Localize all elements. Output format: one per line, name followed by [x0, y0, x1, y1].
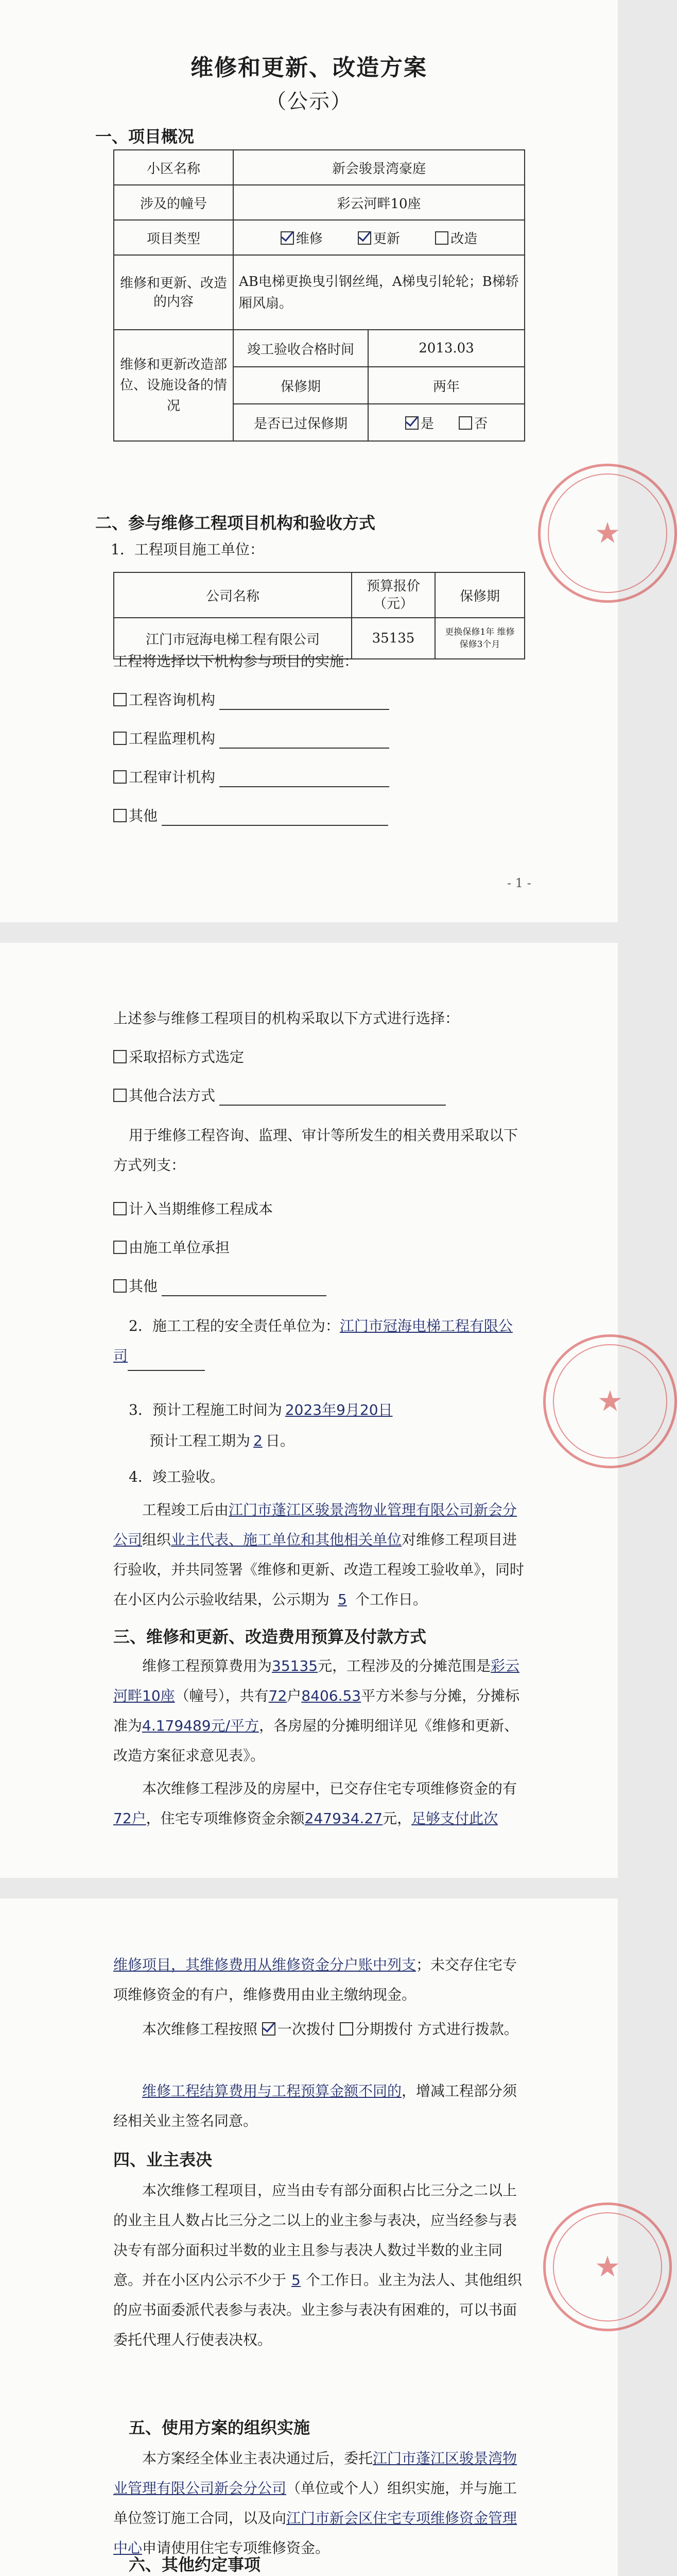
- fee-other: 其他: [113, 1277, 326, 1296]
- checkbox-icon: [340, 2022, 353, 2036]
- seal-star-icon: ★: [597, 1384, 623, 1418]
- section-1-heading: 一、项目概况: [95, 127, 195, 146]
- section-4-heading: 四、业主表决: [113, 2150, 213, 2170]
- section-5-heading: 五、使用方案的组织实施: [129, 2418, 310, 2437]
- type-options: [233, 220, 525, 255]
- safety-unit: 2．施工工程的安全责任单位为：江门市冠海电梯工程有限公司: [113, 1311, 525, 1371]
- org-option-other: 其他: [113, 806, 388, 826]
- acceptance-text: 工程竣工后由江门市蓬江区骏景湾物业管理有限公司新会分公司组织业主代表、施工单位和其他相关单位对维修工程项目进行验收，并共同签署《维修和更新、改造工程竣工验收单》，同时在小区内公示验收结果，公示期为 5 个工作日。: [113, 1501, 525, 1608]
- content-value: AB电梯更换曳引钢丝绳，A梯曳引轮轮；B梯轿厢风扇。: [233, 255, 525, 330]
- doc-title: 维修和更新、改造方案: [190, 55, 427, 81]
- construction-period: 预计工程工期为 2 日。: [149, 1432, 294, 1449]
- checkbox-icon: [113, 809, 127, 822]
- org-option-audit: 工程审计机构: [113, 768, 389, 787]
- fund-continuation: 维修项目，其维修费用从维修资金分户账中列支；未交存住宅专项维修资金的有户，维修费用由业主缴纳现金。: [113, 1956, 517, 2003]
- community-value: 新会骏景湾豪庭: [233, 150, 525, 185]
- type-update: 更新: [358, 231, 400, 247]
- page-number: - 1 -: [507, 876, 531, 890]
- org-option-consult: 工程咨询机构: [113, 690, 389, 710]
- equipment-label: 维修和更新改造部位、设施设备的情况: [114, 330, 233, 441]
- settlement-text: 维修工程结算费用与工程预算金额不同的，增减工程部分须经相关业主签名同意。: [113, 2082, 517, 2129]
- selection-intro: 上述参与维修工程项目的机构采取以下方式进行选择：: [113, 1010, 460, 1027]
- checkbox-icon: [113, 1279, 127, 1293]
- page-1: [0, 0, 621, 922]
- selection-bidding: 采取招标方式选定: [113, 1047, 244, 1067]
- checkbox-icon: [435, 231, 448, 245]
- org-col-warranty: 保修期: [435, 572, 525, 618]
- building-label: 涉及的幢号: [114, 185, 233, 220]
- warranty-value: 两年: [368, 367, 525, 404]
- fund-text: 本次维修工程涉及的房屋中，已交存住宅专项维修资金的有72户，住宅专项维修资金余额247934.27元，足够支付此次: [113, 1780, 517, 1827]
- checkbox-icon: [113, 1202, 127, 1215]
- doc-subtitle: （公示）: [266, 90, 352, 113]
- content-label: 维修和更新、改造的内容: [114, 255, 233, 330]
- org-company: 江门市冠海电梯工程有限公司: [114, 618, 352, 659]
- choose-text: 工程将选择以下机构参与项目的实施：: [113, 653, 359, 670]
- section-2-heading: 二、参与维修工程项目机构和验收方式: [95, 513, 376, 533]
- accept-label: 竣工验收合格时间: [233, 330, 368, 367]
- expired-no: 否: [459, 416, 488, 432]
- checkbox-checked-icon: [262, 2022, 275, 2036]
- org-col-price: 预算报价（元）: [352, 572, 435, 618]
- type-label: 项目类型: [114, 220, 233, 255]
- checkbox-icon: [459, 416, 472, 430]
- acceptance-title: 4．竣工验收。: [129, 1468, 224, 1485]
- org-price: 35135: [352, 618, 435, 659]
- construction-time: 3．预计工程施工时间为 2023年9月20日: [129, 1401, 393, 1418]
- project-overview-table: [113, 149, 525, 442]
- type-renovate: 改造: [435, 231, 477, 247]
- org-option-supervise: 工程监理机构: [113, 729, 389, 749]
- selection-other: 其他合法方式: [113, 1086, 446, 1106]
- building-value: 彩云河畔10座: [233, 185, 525, 220]
- expired-yes: 是: [405, 416, 434, 432]
- checkbox-icon: [113, 1089, 127, 1102]
- type-repair: 维修: [281, 231, 323, 247]
- budget-text: 维修工程预算费用为35135元，工程涉及的分摊范围是彩云河畔10座（幢号），共有72户8406.53平方米参与分摊，分摊标准为4.179489元/平方，各房屋的分摊明细详见《维修和更新、改造方案征求意见表》。: [113, 1657, 520, 1764]
- checkbox-icon: [113, 770, 127, 784]
- fee-intro: 用于维修工程咨询、监理、审计等所发生的相关费用采取以下方式列支：: [113, 1127, 518, 1174]
- payment-method: 本次维修工程按照 一次拨付 分期拨付 方式进行拨款。: [142, 2021, 518, 2038]
- section-3-heading: 三、维修和更新、改造费用预算及付款方式: [113, 1627, 427, 1647]
- red-seal-stamp: [543, 2202, 672, 2331]
- checkbox-icon: [113, 732, 127, 745]
- unit-title: 1．工程项目施工单位：: [111, 541, 264, 558]
- seal-star-icon: ★: [594, 516, 621, 550]
- warranty-label: 保修期: [233, 367, 368, 404]
- seal-star-icon: ★: [594, 2250, 621, 2284]
- red-seal-stamp: [538, 464, 677, 603]
- checkbox-checked-icon: [405, 416, 419, 430]
- expired-label: 是否已过保修期: [233, 404, 368, 441]
- fee-contractor: 由施工单位承担: [113, 1238, 230, 1258]
- vote-text: 本次维修工程项目，应当由专有部分面积占比三分之二以上的业主且人数占比三分之二以上的业主参与表决，应当经参与表决专有部分面积过半数的业主且参与表决人数过半数的业主同意。并在小区内公示不少于 5 个工作日。业主为法人、其他组织的应书面委派代表参与表决。业主参与表决有困难的，可以书面委托代理人行使表决权。: [113, 2182, 522, 2348]
- expired-options: [368, 404, 525, 441]
- red-seal-stamp: [543, 1334, 677, 1468]
- community-label: 小区名称: [114, 150, 233, 185]
- checkbox-checked-icon: [358, 231, 371, 245]
- organization-table: [113, 572, 525, 659]
- fee-cost: 计入当期维修工程成本: [113, 1199, 273, 1219]
- checkbox-icon: [113, 693, 127, 706]
- page-2: [0, 943, 623, 1878]
- section-6-heading: 六、其他约定事项: [129, 2555, 261, 2574]
- accept-value: 2013.03: [368, 330, 525, 367]
- org-warranty: 更换保修1年 维修保修3个月: [435, 618, 525, 659]
- page-3: [0, 1899, 621, 2576]
- checkbox-checked-icon: [281, 231, 294, 245]
- org-col-company: 公司名称: [114, 572, 352, 618]
- implementation-text: 本方案经全体业主表决通过后，委托江门市蓬江区骏景湾物业管理有限公司新会分公司（单位或个人）组织实施，并与施工单位签订施工合同，以及向江门市新会区住宅专项维修资金管理中心申请使用住宅专项维修资金。: [113, 2450, 517, 2556]
- checkbox-icon: [113, 1241, 127, 1254]
- checkbox-icon: [113, 1050, 127, 1063]
